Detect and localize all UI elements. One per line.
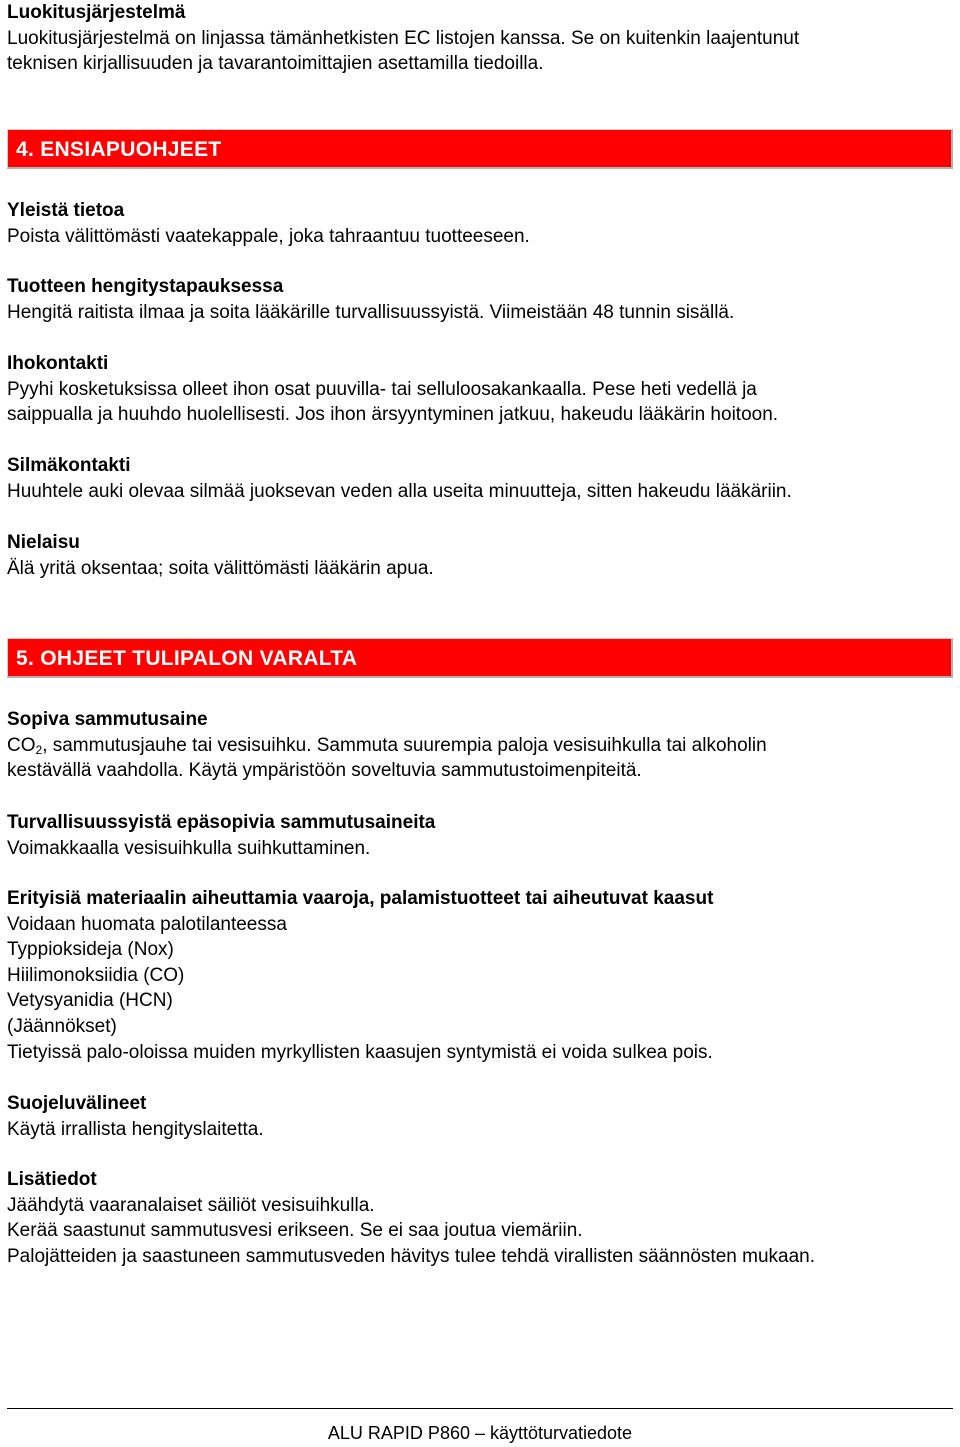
general-info-block xyxy=(7,198,953,249)
additional-info-line: Kerää saastunut sammutusvesi erikseen. Se ei saa joutua viemäriin. xyxy=(7,1220,583,1242)
section-5-title-bar xyxy=(7,638,953,678)
classification-block xyxy=(7,0,953,77)
unsuitable-media-heading: Turvallisuussyistä epäsopivia sammutusaineita xyxy=(7,812,436,833)
protective-equipment-line: Käytä irrallista hengityslaitetta. xyxy=(7,1118,264,1140)
protective-equipment-block xyxy=(7,1091,953,1142)
special-hazards-block xyxy=(7,886,953,1065)
special-hazards-line: Hiilimonoksiidia (CO) xyxy=(7,964,185,986)
inhalation-block xyxy=(7,274,953,325)
special-hazards-line: Vetysyanidia (HCN) xyxy=(7,990,173,1012)
suitable-media-line xyxy=(7,733,953,759)
footer-text: ALU RAPID P860 – käyttöturvatiedote xyxy=(327,1423,633,1443)
unsuitable-media-block xyxy=(7,810,953,861)
general-info-line: Poista välittömästi vaatekappale, joka tahraantuu tuotteeseen. xyxy=(7,225,530,247)
eye-contact-line: Huuhtele auki olevaa silmää juoksevan veden alla useita minuutteja, sitten hakeudu lääkäriin. xyxy=(7,480,792,502)
inhalation-line: Hengitä raitista ilmaa ja soita lääkärille turvallisuussyistä. Viimeistään 48 tunnin sisällä. xyxy=(7,301,735,323)
unsuitable-media-line: Voimakkaalla vesisuihkulla suihkuttaminen. xyxy=(7,837,371,859)
inhalation-heading: Tuotteen hengitystapauksessa xyxy=(7,276,284,297)
skin-contact-line: saippualla ja huuhdo huolellisesti. Jos ihon ärsyyntyminen jatkuu, hakeudu lääkärin hoitoon. xyxy=(7,404,779,426)
special-hazards-line: (Jäännökset) xyxy=(7,1015,117,1037)
eye-contact-block xyxy=(7,453,953,504)
special-hazards-heading: Erityisiä materiaalin aiheuttamia vaaroja, palamistuotteet tai aiheutuvat kaasut xyxy=(7,888,714,909)
section-4-title-bar xyxy=(7,129,953,169)
additional-info-block xyxy=(7,1167,953,1269)
footer-divider xyxy=(7,1408,953,1409)
co2-formula: CO xyxy=(7,734,36,756)
eye-contact-heading: Silmäkontakti xyxy=(7,455,131,476)
additional-info-line: Palojätteiden ja saastuneen sammutusveden hävitys tulee tehdä virallisten säännösten mukaan. xyxy=(7,1245,816,1267)
suitable-media-text: , sammutusjauhe tai vesisuihku. Sammuta suurempia paloja vesisuihkulla tai alkoholin xyxy=(42,734,767,756)
skin-contact-heading: Ihokontakti xyxy=(7,353,109,374)
special-hazards-line: Typpioksideja (Nox) xyxy=(7,939,174,961)
suitable-media-block xyxy=(7,707,953,784)
suitable-media-heading: Sopiva sammutusaine xyxy=(7,709,208,730)
ingestion-block xyxy=(7,530,953,581)
ingestion-heading: Nielaisu xyxy=(7,532,80,553)
section-4-title: 4. ENSIAPUOHJEET xyxy=(16,138,222,161)
special-hazards-line: Tietyissä palo-oloissa muiden myrkyllisten kaasujen syntymistä ei voida sulkea pois. xyxy=(7,1041,713,1063)
ingestion-line: Älä yritä oksentaa; soita välittömästi lääkärin apua. xyxy=(7,557,434,579)
skin-contact-block xyxy=(7,351,953,428)
co2-subscript: 2 xyxy=(35,742,43,757)
additional-info-heading: Lisätiedot xyxy=(7,1169,97,1190)
classification-heading: Luokitusjärjestelmä xyxy=(7,2,186,23)
skin-contact-line: Pyyhi kosketuksissa olleet ihon osat puuvilla- tai selluloosakankaalla. Pese heti vedellä ja xyxy=(7,378,757,400)
additional-info-line: Jäähdytä vaaranalaiset säiliöt vesisuihkulla. xyxy=(7,1194,375,1216)
section-5-title: 5. OHJEET TULIPALON VARALTA xyxy=(16,647,358,670)
suitable-media-line: kestävällä vaahdolla. Käytä ympäristöön soveltuvia sammutustoimenpiteitä. xyxy=(7,760,642,782)
classification-line: teknisen kirjallisuuden ja tavarantoimittajien asettamilla tiedoilla. xyxy=(7,53,544,75)
protective-equipment-heading: Suojeluvälineet xyxy=(7,1093,147,1114)
special-hazards-line: Voidaan huomata palotilanteessa xyxy=(7,913,287,935)
classification-line: Luokitusjärjestelmä on linjassa tämänhetkisten EC listojen kanssa. Se on kuitenkin laajentunut xyxy=(7,27,800,49)
general-info-heading: Yleistä tietoa xyxy=(7,200,125,221)
